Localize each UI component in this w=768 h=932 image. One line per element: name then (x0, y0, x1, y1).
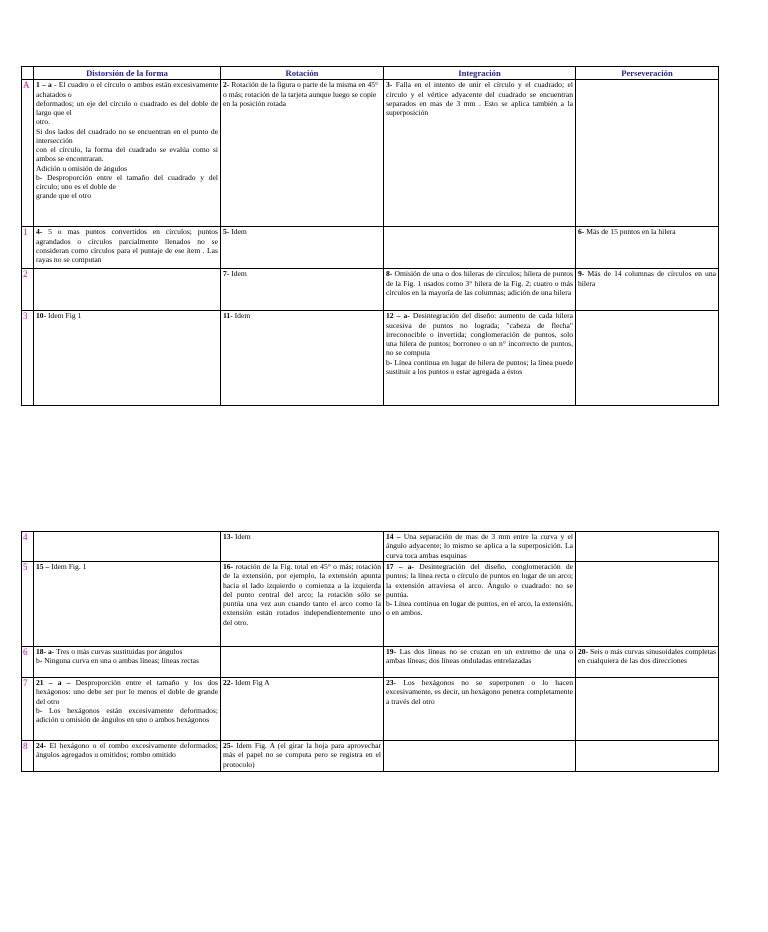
header-perseveracion: Perseveración (576, 67, 719, 80)
item-text: Seis o más curvas sinusoidales completas en cualquiera de las dos direcciones (578, 647, 716, 666)
perseveracion-cell (576, 678, 719, 741)
item-number: 1 – a (36, 80, 52, 90)
item-number: 8- (386, 269, 393, 279)
item-text: Desintegración del diseño: aumento de cada hilera sucesiva de puntos no lograda; "cabeza de flecha" irreconocible o invertida; conglomeración de puntos, solo una hilera de puntos; borroneo o un n° incorrecto de puntos, no se computa (386, 311, 574, 358)
item-number: 7- (223, 269, 230, 279)
perseveracion-cell (576, 80, 719, 227)
item-text: b- Desproporción entre el tamaño del cuadrado y del círculo; uno es el doble de (36, 172, 218, 192)
item-number: 5- (223, 227, 230, 237)
integracion-cell (384, 741, 576, 772)
item-number: 25- (223, 741, 234, 750)
distorsion-cell (34, 562, 221, 647)
bender-scoring-table-1 (21, 66, 719, 406)
item-number: 16- (223, 562, 234, 571)
header-distorsion: Distorsión de la forma (34, 67, 221, 80)
item-text: o más; rotación de la tarjeta aunque luego se copie (223, 89, 377, 99)
item-number: 24- (36, 741, 47, 750)
integracion-cell (384, 647, 576, 678)
perseveracion-cell (576, 532, 719, 562)
table-row (22, 227, 719, 269)
row-index: 8 (22, 741, 34, 772)
item-number: 13- (223, 532, 234, 541)
header-index (22, 67, 34, 80)
rotacion-cell (221, 269, 384, 311)
item-text: Idem (233, 532, 251, 541)
item-number: 12 – a- (386, 311, 410, 321)
item-number: 22- (223, 678, 234, 687)
perseveracion-cell (576, 269, 719, 311)
item-number: 3- (386, 80, 393, 90)
perseveracion-cell (576, 227, 719, 269)
item-text: Falla en el intento de unir el círculo y el cuadrado; el círculo y el vértice adyacente del cuadrado se encuentran separados en mas de 3 mm . Esto se aplica también a la superposición (386, 80, 573, 118)
item-number: 4- (36, 227, 43, 237)
integracion-cell (384, 562, 576, 647)
table-row (22, 562, 719, 647)
distorsion-cell (34, 678, 221, 741)
distorsion-cell (34, 311, 221, 406)
rotacion-cell (221, 227, 384, 269)
table-row (22, 80, 719, 227)
item-number: 14 – (386, 532, 401, 541)
row-index: 4 (22, 532, 34, 562)
rotacion-cell (221, 647, 384, 678)
perseveracion-cell (576, 562, 719, 647)
item-text: b- Los hexágonos están excesivamente deformados; adición u omisión de ángulos en uno o ambos hexágonos (36, 705, 218, 724)
row-index: 5 (22, 562, 34, 647)
item-number: 9- (578, 269, 585, 279)
distorsion-cell (34, 741, 221, 772)
item-text: Las dos líneas no se cruzan en un extremo de una o ambas líneas; dos líneas onduladas entrelazadas (386, 647, 573, 666)
item-text: 5 o mas puntos convertidos en círculos; puntos agrandados o círculos parcialmente llenados no se consideran como círculos para el puntaje de ese ítem . Las rayas no se computan (36, 227, 218, 265)
item-number: 23- (386, 678, 397, 687)
integracion-cell (384, 269, 576, 311)
item-text: Si dos lados del cuadrado no se encuentran en el punto de intersección (36, 126, 218, 145)
item-number: 18- a- (36, 647, 55, 656)
item-text: Idem (232, 311, 251, 321)
integracion-cell (384, 532, 576, 562)
header-integracion: Integración (384, 67, 576, 80)
table-row (22, 532, 719, 562)
item-text: Idem Fig. 1 (49, 562, 87, 571)
table-row (22, 269, 719, 311)
item-text: Una separación de mas de 3 mm entre la curva y el ángulo adyacente; lo mismo se aplica a la superposición. La curva toca ambas esquinas (386, 532, 574, 560)
distorsion-cell (34, 532, 221, 562)
rotacion-cell (221, 532, 384, 562)
table-row (22, 741, 719, 772)
item-text: b- Ninguna curva en una o ambas líneas; líneas rectas (36, 656, 199, 666)
table-row (22, 647, 719, 678)
header-row (22, 67, 719, 80)
item-text: otro. (36, 117, 51, 127)
item-text: Rotación de la figura o parte de la misma en 45° (229, 80, 379, 90)
item-text: deformados; un eje del círculo o cuadrado es del doble de largo que el (36, 98, 218, 118)
row-index: 1 (22, 227, 34, 269)
item-text: b- Línea continua en lugar de puntos, en el arco, la extensión, o en ambos. (386, 599, 573, 618)
item-text: El hexágono o el rombo excesivamente deformados; ángulos agregados u omitidos; rombo omitido (36, 741, 218, 760)
item-text: Los hexágonos no se superponen o lo hacen excesivamente, es decir, un hexágono penetra completamente a través del otro (386, 678, 573, 706)
rotacion-cell (221, 311, 384, 406)
item-text: Más de 14 columnas de círculos en una hilera (578, 269, 716, 288)
rotacion-cell (221, 741, 384, 772)
table-row (22, 678, 719, 741)
item-text: Adición u omisión de ángulos (36, 163, 128, 173)
integracion-cell (384, 678, 576, 741)
header-rotacion: Rotación (221, 67, 384, 80)
integracion-cell (384, 311, 576, 406)
item-text: Más de 15 puntos en la hilera (584, 227, 676, 237)
item-text: Desproporción entre el tamaño y los dos hexágonos: uno debe ser por lo menos el doble de grande del otro (36, 678, 218, 706)
item-number: 21 – a – (36, 678, 71, 687)
distorsion-cell (34, 227, 221, 269)
item-text: b- Línea continua en lugar de hilera de puntos; la línea puede sustituir a los puntos o estar agregada a éstos (386, 357, 573, 376)
row-index: 2 (22, 269, 34, 311)
item-text: Idem (229, 227, 247, 237)
integracion-cell (384, 227, 576, 269)
item-number: 19- (386, 647, 397, 656)
item-text: - El cuadro o el círculo o ambos están excesivamente achatados o (36, 80, 219, 99)
item-text: rotación de la Fig. total en 45° o más; rotación de la extensión, por ejemplo, la extensión apunta hacia el lado izquierdo o comienza a la izquierda del punto central del arco; la rotación sólo se puntúa una vez aun cuando tanto el arco como la extensión están rotados independientemente uno del otro. (223, 562, 381, 627)
item-text: Desintegración del diseño, conglomeración de puntos; la línea recta o círculo de puntos en lugar de un arco; la extensión atraviesa el arco. Ángulo o cuadrado: no se puntúa. (386, 562, 574, 599)
item-text: Omisión de una o dos hileras de círculos; hilera de puntos de la Fig. 1 usados como 3° hilera de la Fig. 2; cuatro o más círculos en la mayoría de las columnas; adición de una hilera (386, 269, 573, 297)
perseveracion-cell (576, 741, 719, 772)
bender-scoring-table-2 (21, 531, 719, 772)
item-number: 11- (223, 311, 233, 321)
item-text: Tres o más curvas sustituidas por ángulos (54, 647, 183, 656)
distorsion-cell (34, 647, 221, 678)
item-number: 20- (578, 647, 589, 656)
item-text: con el círculo, la forma del cuadrado se evalúa como si ambos se encontraran. (36, 145, 218, 164)
table2-body (22, 532, 719, 772)
rotacion-cell (221, 678, 384, 741)
item-text: grande que el otro (36, 191, 92, 201)
item-number: 2- (223, 80, 230, 90)
row-index: 7 (22, 678, 34, 741)
item-number: 6- (578, 227, 585, 237)
item-text: en la posición rotada (223, 98, 287, 108)
table-row (22, 311, 719, 406)
row-index: A (22, 80, 34, 227)
item-number: 10- (36, 311, 47, 321)
table1-body (22, 80, 719, 406)
item-text: Idem Fig. A (el girar la hoja para aprovechar más el papel no se computa pero se registra en el protocolo) (223, 741, 381, 769)
rotacion-cell (221, 80, 384, 227)
distorsion-cell (34, 269, 221, 311)
item-number: 17 – a- (386, 562, 415, 571)
distorsion-cell (34, 80, 221, 227)
row-index: 3 (22, 311, 34, 406)
perseveracion-cell (576, 311, 719, 406)
perseveracion-cell (576, 647, 719, 678)
row-index: 6 (22, 647, 34, 678)
rotacion-cell (221, 562, 384, 647)
item-number: 15 – (36, 562, 50, 571)
item-text: Idem Fig A (233, 678, 270, 687)
item-text: Idem Fig 1 (46, 311, 82, 321)
item-text: Idem (229, 269, 247, 279)
integracion-cell (384, 80, 576, 227)
